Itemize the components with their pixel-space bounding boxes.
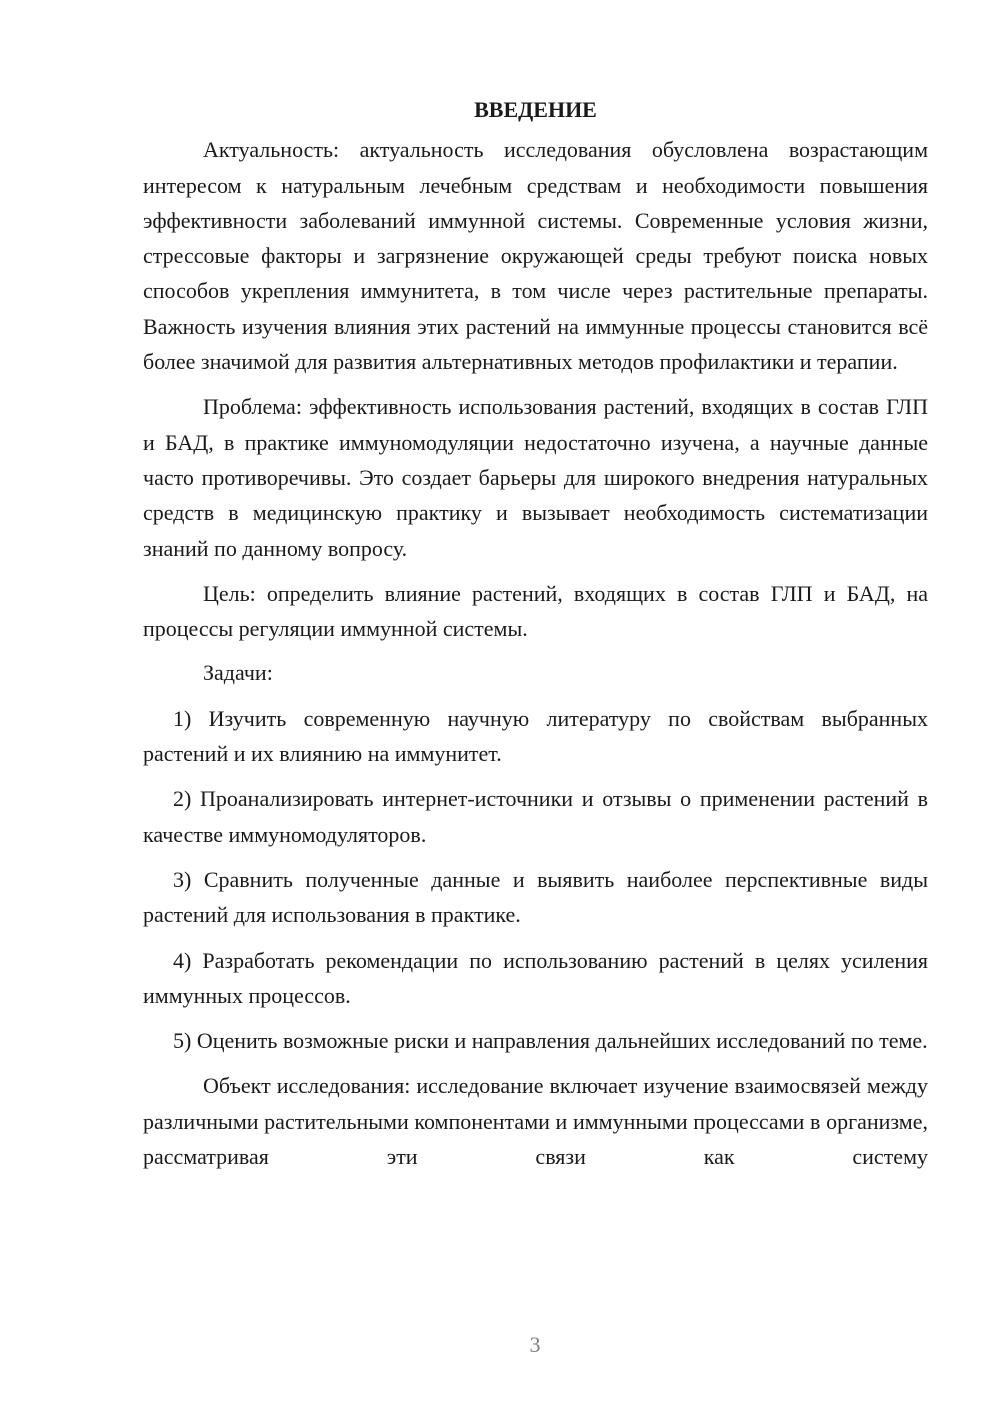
- task-item: 2) Проанализировать интернет-источники и отзывы о применении растений в качестве иммуномодуляторов.: [143, 786, 928, 847]
- tasks-heading: Задачи:: [203, 660, 273, 686]
- paragraph-problem: Проблема: эффективность использования растений, входящих в состав ГЛП и БАД, в практике иммуномодуляции недостаточно изучена, а научные данные часто противоречивы. Это создает барьеры для широкого внедрения натуральных средств в медицинскую практику и вызывает необходимость систематизации знаний по данному вопросу.: [143, 394, 928, 561]
- task-item: 5) Оценить возможные риски и направления дальнейших исследований по теме.: [173, 1028, 928, 1054]
- task-item: 1) Изучить современную научную литературу по свойствам выбранных растений и их влиянию на иммунитет.: [143, 705, 928, 767]
- paragraph-goal: Цель: определить влияние растений, входящих в состав ГЛП и БАД, на процессы регуляции иммунной системы.: [143, 580, 928, 642]
- document-page: [143, 92, 928, 1174]
- task-item: 3) Сравнить полученные данные и выявить наиболее перспективные виды растений для использования в практике.: [143, 866, 928, 928]
- task-item: 4) Разработать рекомендации по использованию растений в целях усиления иммунных процессов.: [143, 947, 928, 1008]
- section-title: ВВЕДЕНИЕ: [474, 97, 597, 122]
- page-number: 3: [529, 1332, 541, 1357]
- paragraph-object: Объект исследования: исследование включает изучение взаимосвязей между различными растительными компонентами и иммунными процессами в организме, рассматривая эти связи как систему: [143, 1073, 928, 1170]
- paragraph-relevance: Актуальность: актуальность исследования обусловлена возрастающим интересом к натуральным лечебным средствам и необходимости повышения эффективности заболеваний иммунной системы. Современные условия жизни, стрессовые факторы и загрязнение окружающей среды требуют поиска новых способов укрепления иммунитета, в том числе через растительные препараты. Важность изучения влияния этих растений на иммунные процессы становится всё более значимой для развития альтернативных методов профилактики и терапии.: [143, 137, 928, 375]
